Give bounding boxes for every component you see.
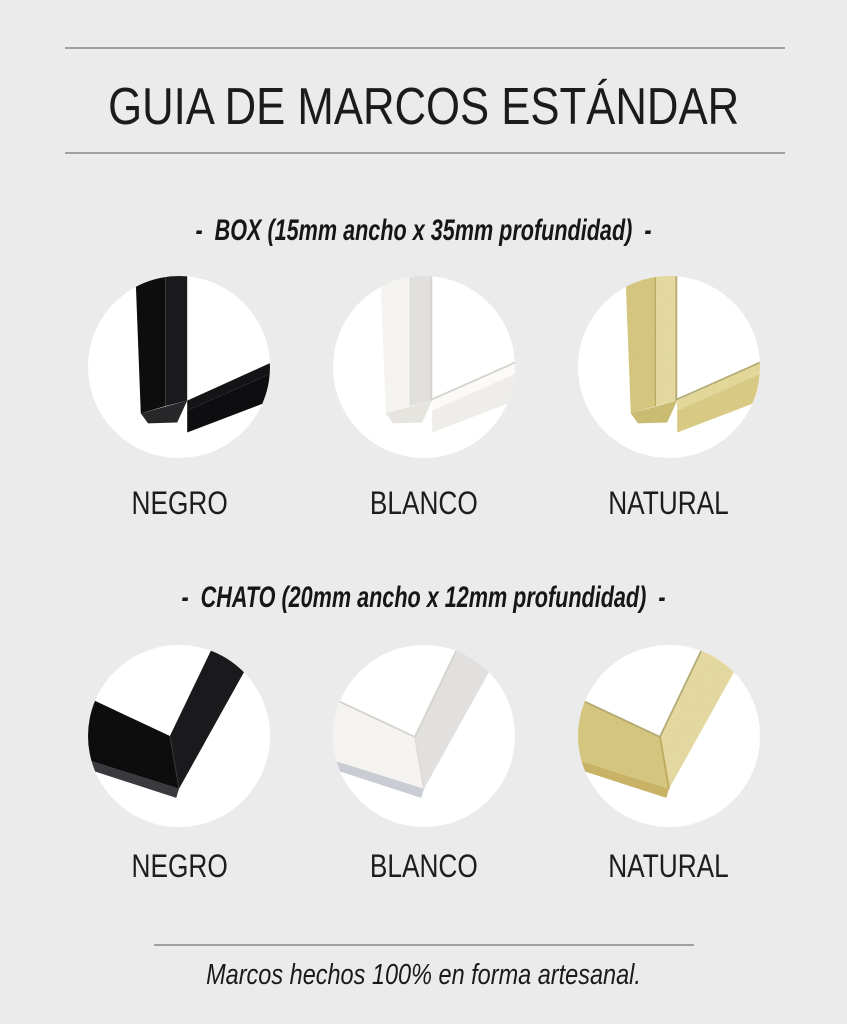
frame-color-label: NATURAL	[608, 485, 729, 521]
sample-box-natural	[546, 276, 791, 519]
frame-color-label: NEGRO	[131, 485, 228, 521]
frame-color-label: NEGRO	[131, 848, 228, 884]
divider-top	[65, 47, 785, 49]
divider-bottom	[154, 944, 694, 946]
chato-samples-row	[57, 645, 791, 882]
box-natural-sample-circle	[578, 276, 760, 458]
chato-blanco-sample-circle	[333, 645, 515, 827]
sample-chato-negro	[57, 645, 302, 882]
page-title	[0, 78, 847, 136]
sample-chato-natural	[546, 645, 791, 882]
sample-chato-blanco	[302, 645, 547, 882]
sample-box-negro	[57, 276, 302, 519]
section-heading-box: - BOX (15mm ancho x 35mm profundidad) -	[195, 214, 652, 247]
chato-negro-frame-corner-image	[88, 645, 270, 827]
frame-color-label: BLANCO	[370, 485, 478, 521]
divider-under-title	[65, 152, 785, 154]
box-negro-sample-circle	[88, 276, 270, 458]
chato-negro-sample-circle	[88, 645, 270, 827]
page-title-text: GUIA DE MARCOS ESTÁNDAR	[107, 78, 740, 136]
frame-color-label: BLANCO	[370, 848, 478, 884]
chato-blanco-frame-corner-image	[333, 645, 515, 827]
box-blanco-frame-corner-image	[333, 276, 515, 458]
chato-natural-frame-corner-image	[578, 645, 760, 827]
footer-note: Marcos hechos 100% en forma artesanal.	[206, 959, 641, 991]
chato-natural-sample-circle	[578, 645, 760, 827]
box-samples-row	[57, 276, 791, 519]
frame-color-label: NATURAL	[608, 848, 729, 884]
sample-box-blanco	[302, 276, 547, 519]
box-blanco-sample-circle	[333, 276, 515, 458]
box-negro-frame-corner-image	[88, 276, 270, 458]
box-natural-frame-corner-image	[578, 276, 760, 458]
section-heading-chato: - CHATO (20mm ancho x 12mm profundidad) -	[181, 581, 666, 614]
